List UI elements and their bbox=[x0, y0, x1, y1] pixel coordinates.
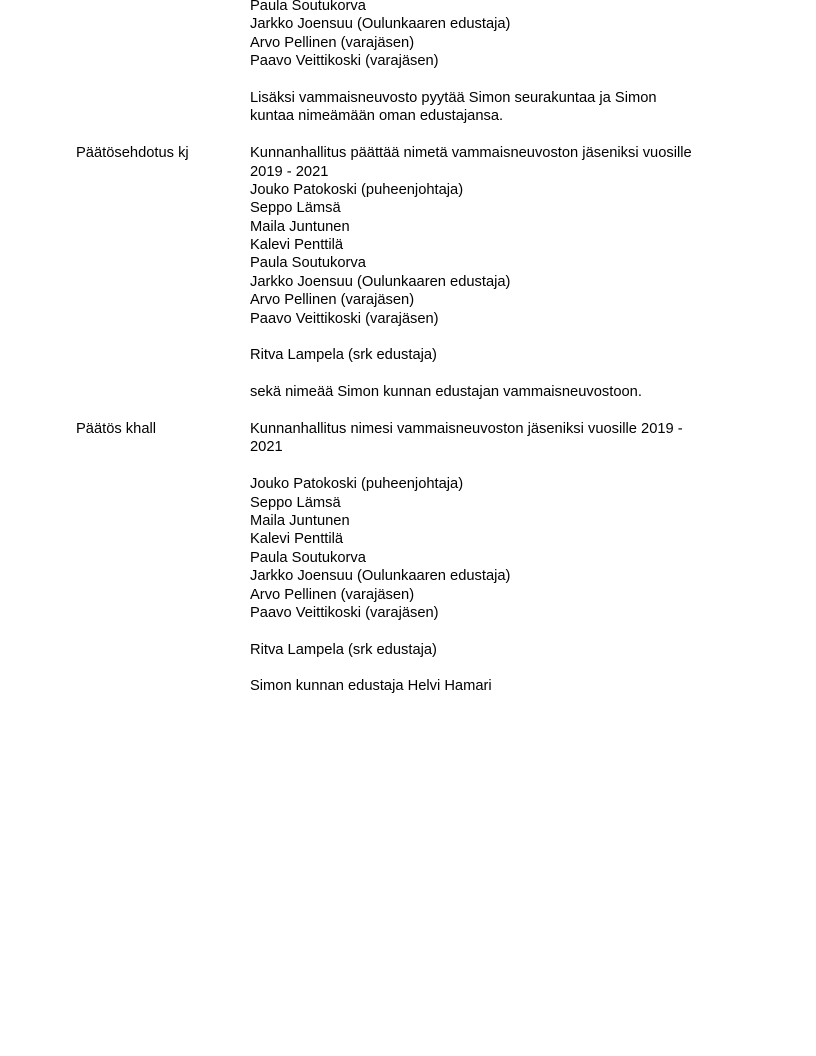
top-section-content bbox=[250, 0, 740, 144]
proposal-label: Päätösehdotus kj bbox=[76, 145, 189, 162]
note-text-line: Lisäksi vammaisneuvosto pyytää Simon seurakuntaa ja Simon bbox=[250, 89, 657, 106]
blank-line bbox=[250, 328, 740, 346]
blank-line bbox=[250, 659, 740, 677]
member-name: Maila Juntunen bbox=[250, 512, 350, 529]
blank-line bbox=[250, 402, 740, 420]
member-name: Jarkko Joensuu (Oulunkaaren edustaja) bbox=[250, 16, 511, 33]
member-name: Paavo Veittikoski (varajäsen) bbox=[250, 604, 439, 621]
decision-content bbox=[250, 420, 740, 696]
parish-representative: Ritva Lampela (srk edustaja) bbox=[250, 641, 437, 658]
member-name: Paavo Veittikoski (varajäsen) bbox=[250, 53, 439, 70]
proposal-intro-line: 2019 - 2021 bbox=[250, 163, 329, 180]
note-text-line: kuntaa nimeämään oman edustajansa. bbox=[250, 108, 504, 125]
member-name: Kalevi Penttilä bbox=[250, 237, 344, 254]
member-name: Arvo Pellinen (varajäsen) bbox=[250, 292, 415, 309]
parish-representative: Ritva Lampela (srk edustaja) bbox=[250, 347, 437, 364]
decision-label: Päätös khall bbox=[76, 420, 157, 437]
proposal-closing: sekä nimeää Simon kunnan edustajan vammaisneuvostoon. bbox=[250, 384, 642, 401]
decision-intro-line: Kunnanhallitus nimesi vammaisneuvoston jäseniksi vuosille 2019 - bbox=[250, 420, 683, 437]
decision-section bbox=[0, 420, 816, 696]
member-name: Maila Juntunen bbox=[250, 218, 350, 235]
municipality-representative: Simon kunnan edustaja Helvi Hamari bbox=[250, 678, 492, 695]
member-name: Arvo Pellinen (varajäsen) bbox=[250, 34, 415, 51]
proposal-content bbox=[250, 144, 740, 420]
member-name: Arvo Pellinen (varajäsen) bbox=[250, 586, 415, 603]
top-section bbox=[0, 0, 816, 144]
blank-line bbox=[250, 71, 740, 89]
decision-intro-line: 2021 bbox=[250, 439, 283, 456]
blank-line bbox=[250, 622, 740, 640]
member-name: Paula Soutukorva bbox=[250, 0, 366, 14]
proposal-section bbox=[0, 144, 816, 420]
member-name: Jarkko Joensuu (Oulunkaaren edustaja) bbox=[250, 568, 511, 585]
blank-line bbox=[250, 457, 740, 475]
member-name: Paavo Veittikoski (varajäsen) bbox=[250, 310, 439, 327]
member-name: Seppo Lämsä bbox=[250, 494, 341, 511]
blank-line bbox=[250, 365, 740, 383]
member-name: Seppo Lämsä bbox=[250, 200, 341, 217]
member-name: Jouko Patokoski (puheenjohtaja) bbox=[250, 181, 464, 198]
member-name: Jarkko Joensuu (Oulunkaaren edustaja) bbox=[250, 273, 511, 290]
proposal-intro-line: Kunnanhallitus päättää nimetä vammaisneuvoston jäseniksi vuosille bbox=[250, 145, 692, 162]
member-name: Kalevi Penttilä bbox=[250, 531, 344, 548]
member-name: Jouko Patokoski (puheenjohtaja) bbox=[250, 476, 464, 493]
member-name: Paula Soutukorva bbox=[250, 255, 366, 272]
member-name: Paula Soutukorva bbox=[250, 549, 366, 566]
blank-line bbox=[250, 126, 740, 144]
